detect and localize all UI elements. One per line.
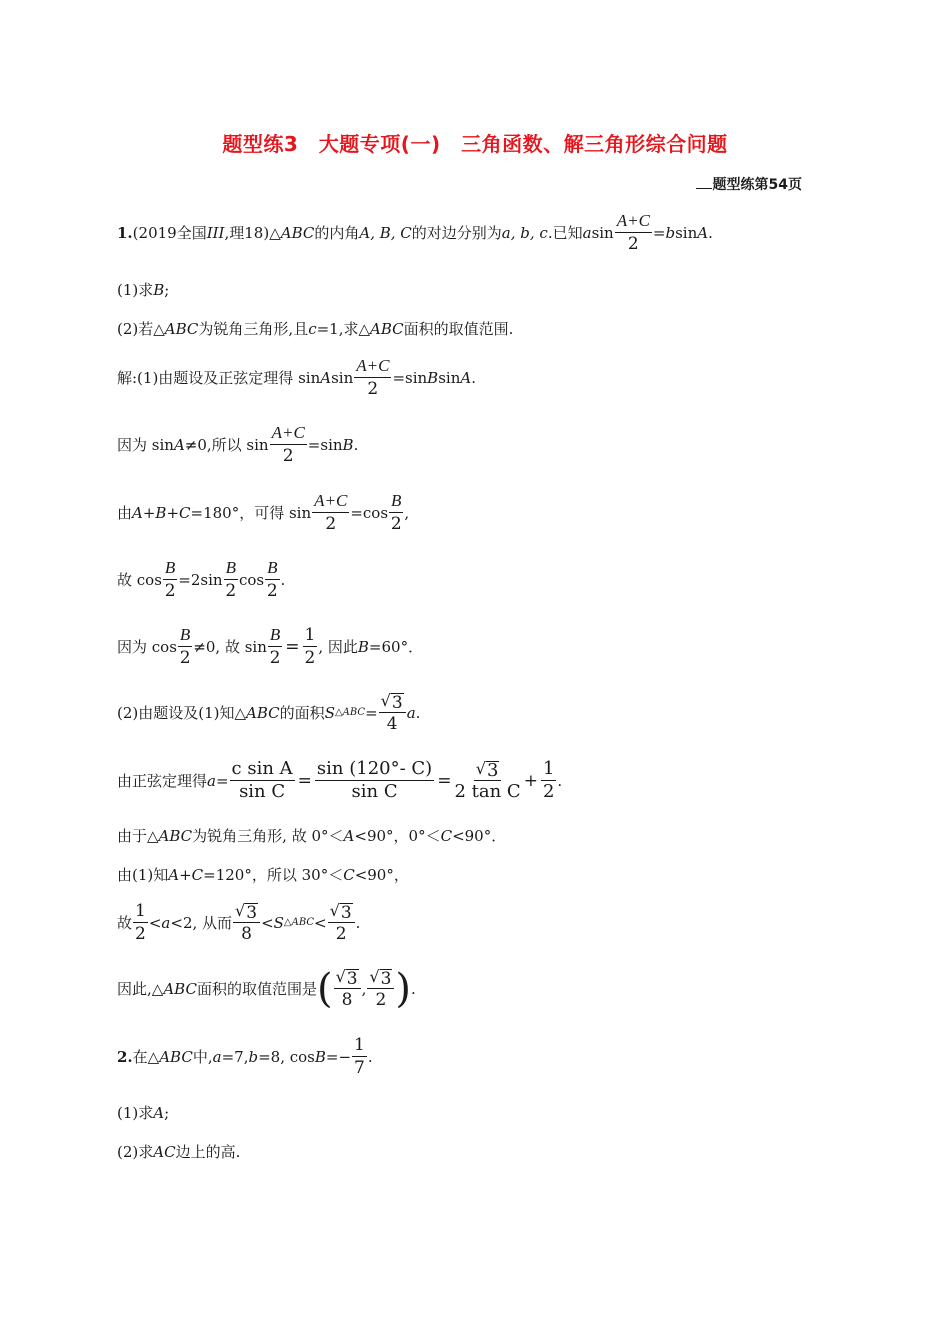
- text: C: [440, 826, 453, 845]
- numerator: sin (120°- C): [316, 758, 433, 779]
- solution-line-4: [117, 557, 285, 602]
- text: ≠0, 故 sin: [193, 638, 267, 656]
- text: S: [324, 703, 335, 722]
- text: B: [427, 368, 439, 387]
- text: =−: [325, 1047, 352, 1066]
- text: A, B, C: [359, 223, 412, 242]
- denominator: 2: [325, 514, 337, 534]
- denominator: 8: [241, 924, 252, 944]
- denominator: 8: [341, 990, 353, 1010]
- text: III: [206, 223, 225, 242]
- fraction: [163, 557, 177, 602]
- fraction: [303, 624, 318, 669]
- fraction: [312, 490, 349, 535]
- problem-2-statement: [117, 1034, 373, 1079]
- fraction: [133, 900, 148, 945]
- text: A: [697, 223, 709, 242]
- text: 由: [117, 504, 133, 522]
- text: ;: [164, 1103, 170, 1122]
- fraction: [233, 900, 260, 945]
- subscript: △ABC: [334, 707, 366, 718]
- text: 为锐角三角形,且: [198, 320, 309, 338]
- denominator: 7: [354, 1058, 365, 1078]
- denominator: 2: [375, 990, 387, 1010]
- text: 为锐角三角形, 故 0°＜: [192, 827, 344, 845]
- page-title: 题型练3 大题专项(一) 三角函数、解三角形综合问题: [222, 132, 728, 156]
- problem-number: 2.: [117, 1047, 133, 1066]
- denominator: 2: [282, 446, 294, 466]
- underline-blank: [696, 188, 712, 189]
- text: 的内角: [314, 224, 360, 242]
- text: ,理18)△: [224, 224, 281, 242]
- denominator: 2: [179, 648, 191, 668]
- solution-line-3: [117, 490, 409, 535]
- text: 解:(1)由题设及正弦定理得 sin: [117, 369, 321, 387]
- text: 中,: [192, 1048, 213, 1066]
- text: .: [415, 703, 421, 722]
- right-paren: ): [395, 965, 412, 1012]
- text: C: [343, 865, 355, 884]
- text: 面积的取值范围是: [196, 980, 317, 998]
- solution-line-2: [117, 422, 358, 467]
- text: , 因此: [318, 638, 358, 656]
- radical-sign: √: [329, 901, 340, 920]
- text: =sin: [307, 435, 343, 454]
- radicand: 3: [380, 969, 392, 989]
- text: B: [357, 637, 369, 656]
- solution-line-11: [117, 966, 416, 1011]
- text: ,: [361, 979, 367, 998]
- text: A+C: [168, 865, 204, 884]
- denominator: 2: [164, 581, 176, 601]
- numerator: A+C: [354, 355, 391, 378]
- radical-sign: √: [369, 967, 380, 986]
- text: 的面积: [279, 704, 325, 722]
- problem-number: 1.: [117, 223, 133, 242]
- numerator: B: [268, 624, 282, 647]
- left-paren: (: [316, 965, 333, 1012]
- text: ;: [164, 280, 170, 299]
- fraction: [334, 966, 361, 1011]
- denominator: 2: [266, 581, 278, 601]
- denominator: 2 tan C: [454, 781, 521, 802]
- text: 由(1)知: [117, 866, 169, 884]
- denominator: 2: [135, 924, 146, 944]
- fraction: [352, 1034, 367, 1079]
- numerator: B: [389, 490, 403, 513]
- fraction: [454, 758, 520, 803]
- fraction: [265, 557, 279, 602]
- fraction: [389, 490, 403, 535]
- text: <: [261, 913, 274, 932]
- text: ABC: [164, 319, 199, 338]
- text: B: [314, 1047, 326, 1066]
- text: =sin: [392, 368, 428, 387]
- text: sin: [591, 223, 614, 242]
- text: ABC: [158, 826, 193, 845]
- text: =: [215, 771, 229, 790]
- denominator: 2: [542, 781, 555, 802]
- text: 由于△: [117, 827, 159, 845]
- text: =cos: [350, 503, 389, 522]
- numerator: 1: [135, 901, 146, 921]
- text: a, b, c: [501, 223, 548, 242]
- text: (1)求: [117, 1104, 154, 1122]
- denominator: sin C: [239, 781, 286, 802]
- text: a: [207, 771, 216, 790]
- numerator: B: [178, 624, 192, 647]
- text: =180°，可得 sin: [190, 504, 312, 522]
- text: (1)求: [117, 281, 154, 299]
- sqrt: [330, 900, 353, 922]
- question-1-1: [117, 279, 169, 300]
- text: <: [148, 913, 162, 932]
- denominator: 2: [335, 924, 347, 944]
- text: <2, 从而: [170, 914, 233, 932]
- solution-line-8: [117, 825, 506, 846]
- text: c: [308, 319, 317, 338]
- fraction: [270, 422, 307, 467]
- text: (2)若△: [117, 320, 165, 338]
- solution-line-9: [117, 864, 409, 885]
- text: A: [153, 1103, 165, 1122]
- text: AC: [153, 1142, 176, 1161]
- text: A: [320, 368, 332, 387]
- text: 的对边分别为: [411, 224, 502, 242]
- text: 故 cos: [117, 571, 162, 589]
- denominator: 2: [627, 234, 639, 254]
- sqrt: [336, 966, 359, 988]
- text: ABC: [246, 703, 280, 722]
- question-2-2: [117, 1141, 240, 1162]
- sqrt: [381, 690, 404, 712]
- sqrt: [476, 758, 500, 780]
- question-2-1: [117, 1102, 169, 1123]
- text: +: [523, 770, 538, 791]
- solution-line-10: [117, 900, 360, 945]
- text: ,: [404, 503, 410, 522]
- text: 因此,△: [117, 980, 164, 998]
- text: =1,求△: [316, 320, 371, 338]
- denominator: 2: [304, 648, 316, 668]
- text: A+B+C: [132, 503, 191, 522]
- text: <90°，0°＜: [354, 827, 441, 845]
- text: .: [471, 368, 476, 387]
- radicand: 3: [246, 903, 258, 923]
- text: .: [280, 570, 286, 589]
- numerator: B: [224, 557, 238, 580]
- numerator: A+C: [312, 490, 349, 513]
- radical-sign: √: [380, 691, 391, 710]
- text: .: [708, 223, 713, 242]
- text: a: [161, 913, 171, 932]
- text: ≠0,所以 sin: [184, 436, 269, 454]
- text: =120°，所以 30°＜: [203, 866, 344, 884]
- page-reference: [696, 174, 802, 194]
- problem-1-statement: [117, 210, 713, 255]
- fraction: [367, 966, 394, 1011]
- text: (2019全国: [132, 224, 207, 242]
- text: ABC: [370, 319, 404, 338]
- text: =: [437, 770, 452, 791]
- radical-sign: √: [335, 967, 346, 986]
- numerator: 1: [542, 758, 555, 779]
- text: =7,: [221, 1047, 249, 1066]
- text: =: [297, 770, 312, 791]
- question-1-2: [117, 318, 513, 339]
- text: B: [342, 435, 354, 454]
- text: =: [285, 636, 300, 657]
- text: =60°．: [368, 638, 424, 656]
- text: 面积的取值范围.: [403, 320, 514, 338]
- denominator: 2: [390, 514, 402, 534]
- text: cos: [238, 570, 265, 589]
- solution-line-5: [117, 624, 423, 669]
- text: A: [343, 826, 355, 845]
- denominator: 2: [269, 648, 281, 668]
- radicand: 3: [346, 969, 358, 989]
- text: .: [367, 1047, 373, 1066]
- text: b: [665, 223, 676, 242]
- sqrt: [235, 900, 258, 922]
- text: 在△: [132, 1048, 160, 1066]
- fraction: [315, 758, 434, 803]
- fraction: [224, 557, 238, 602]
- text: =8, cos: [258, 1047, 315, 1066]
- text: .: [411, 979, 416, 998]
- text: 因为 cos: [117, 638, 177, 656]
- text: a: [582, 223, 592, 242]
- radical-sign: √: [235, 901, 246, 920]
- text: .: [353, 435, 359, 454]
- denominator: 4: [386, 714, 398, 734]
- text: ABC: [163, 979, 197, 998]
- numerator: B: [163, 557, 177, 580]
- radical-sign: √: [475, 759, 486, 778]
- fraction: [541, 758, 556, 803]
- text: A: [460, 368, 472, 387]
- text: b: [248, 1047, 259, 1066]
- text: <90°，: [354, 866, 409, 884]
- fraction: [354, 355, 391, 400]
- sqrt: [369, 966, 392, 988]
- text: ABC: [159, 1047, 193, 1066]
- text: 故: [117, 914, 133, 932]
- solution-line-1: [117, 355, 476, 400]
- solution-line-6: [117, 690, 420, 735]
- text: <: [314, 913, 327, 932]
- text: a: [212, 1047, 222, 1066]
- text: (2)求: [117, 1143, 154, 1161]
- radicand: 3: [391, 693, 403, 713]
- numerator: A+C: [615, 210, 652, 233]
- fraction: [230, 758, 295, 803]
- text: .已知: [547, 224, 583, 242]
- text: =: [652, 223, 666, 242]
- fraction: [379, 690, 406, 735]
- text: 因为 sin: [117, 436, 174, 454]
- text: a: [406, 703, 416, 722]
- fraction: [615, 210, 652, 255]
- text: sin: [331, 368, 354, 387]
- text: sin: [438, 368, 461, 387]
- numerator: A+C: [270, 422, 307, 445]
- denominator: 2: [367, 379, 379, 399]
- fraction: [328, 900, 355, 945]
- numerator: B: [265, 557, 279, 580]
- text: 边上的高.: [175, 1143, 241, 1161]
- denominator: sin C: [351, 781, 398, 802]
- numerator: 1: [304, 625, 316, 645]
- text: S: [273, 913, 284, 932]
- text: .: [557, 771, 563, 790]
- radicand: 3: [486, 760, 499, 781]
- text: =: [365, 703, 378, 722]
- text: B: [153, 280, 165, 299]
- subscript: △ABC: [283, 917, 315, 928]
- solution-line-7: [117, 758, 562, 803]
- text: .: [355, 913, 361, 932]
- denominator: 2: [225, 581, 237, 601]
- text: =2sin: [178, 570, 223, 589]
- numerator: c sin A: [231, 758, 293, 779]
- text: 由正弦定理得: [117, 772, 208, 790]
- fraction: [178, 624, 192, 669]
- text: (2)由题设及(1)知△: [117, 704, 247, 722]
- text: sin: [675, 223, 698, 242]
- text: ABC: [280, 223, 315, 242]
- fraction: [268, 624, 282, 669]
- text: <90°．: [452, 827, 507, 845]
- page-reference-text: 题型练第54页: [712, 177, 802, 193]
- numerator: 1: [354, 1035, 365, 1055]
- radicand: 3: [340, 903, 352, 923]
- text: A: [173, 435, 185, 454]
